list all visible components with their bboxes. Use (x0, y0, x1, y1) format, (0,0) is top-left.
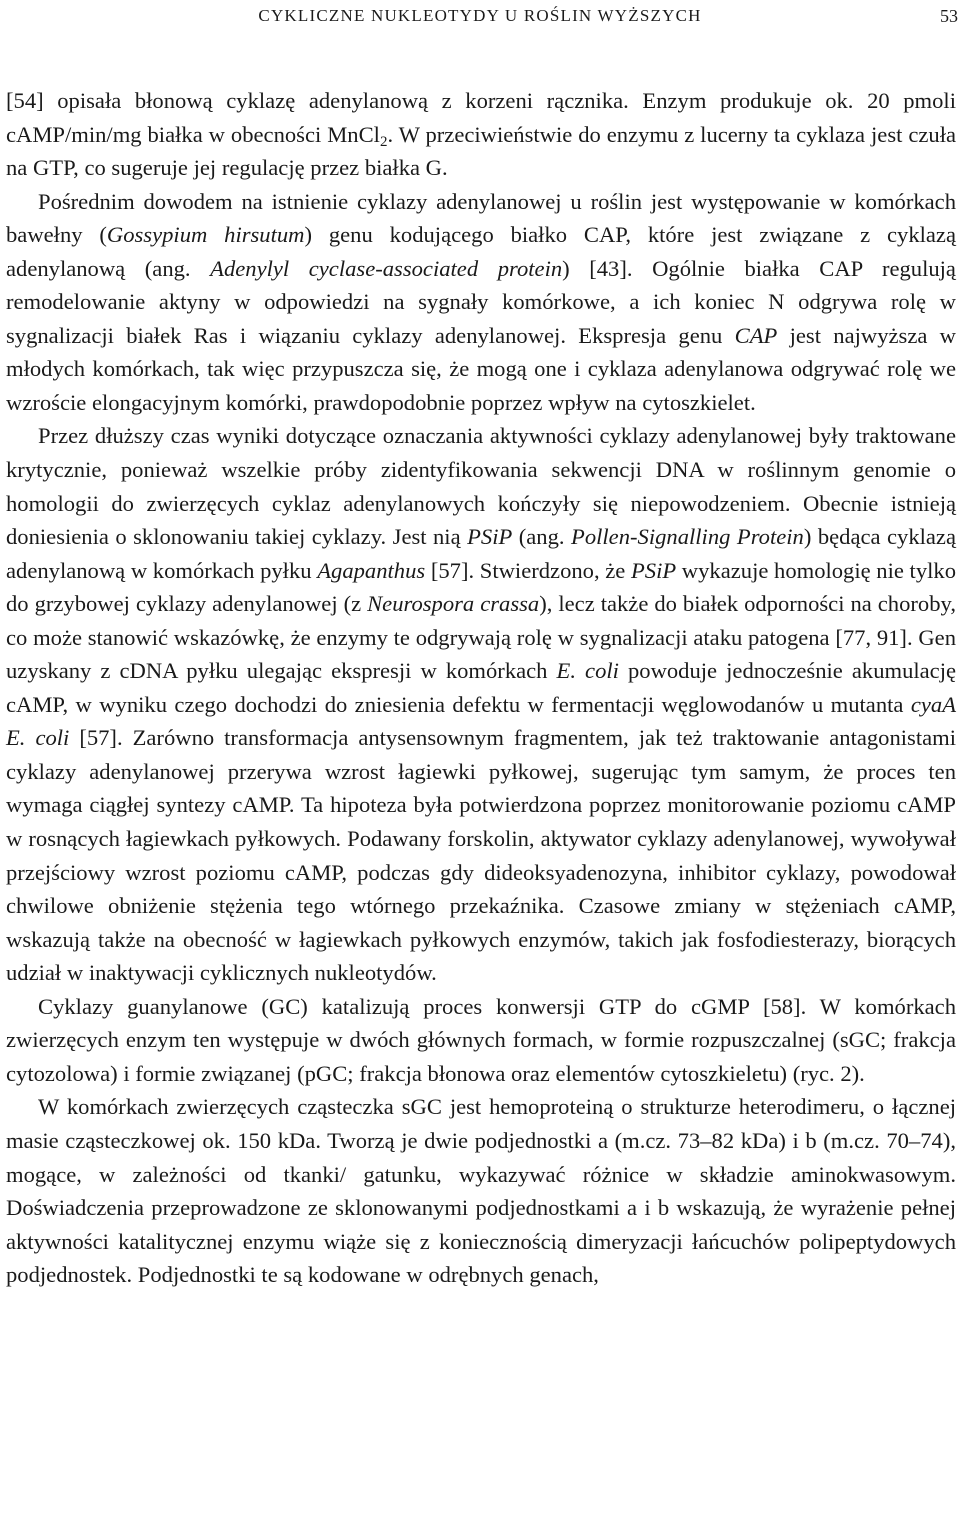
paragraph (6, 990, 956, 1091)
paragraph (6, 84, 956, 185)
text-run: Pośrednim dowodem na istnienie cyklazy adenylanowej u roślin jest występowanie w komórkach bawełny ( (6, 188, 956, 248)
text-run: . W przeciwieństwie do enzymu z lucerny ta cyklaza jest czuła na GTP, co sugeruje jej regulację przez białka G. (6, 121, 956, 181)
italic-text: PSiP (630, 557, 677, 583)
italic-text: cyaA E. coli (6, 691, 956, 751)
text-run: ) genu kodującego białko CAP, które jest związane z cyklazą adenylanową (ang. (6, 222, 956, 281)
text-run: ) [43]. Ogólnie białka CAP regulują remodelowanie aktyny w odpowiedzi na sygnały komórkowe, a ich koniec N odgrywa rolę w sygnalizacji białek Ras i wiązaniu cyklazy adenylanowej. Ekspresja genu (6, 255, 956, 348)
italic-text: Adenylyl cyclase-associated protein (210, 255, 563, 281)
text-run: ), lecz także do białek odporności na choroby, co może stanowić wskazówkę, że enzymy te odgrywają rolę w sygnalizacji ataku patogena [77, 91]. Gen uzyskany z cDNA pyłku ulegając ekspresji w komórkach (6, 591, 956, 684)
paragraph (6, 1090, 956, 1291)
italic-text: E. coli (556, 658, 619, 684)
text-run: jest najwyższa w młodych komórkach, tak więc przypuszcza się, że mogą one i cyklaza adenylanowa odgrywać rolę we wzroście elongacyjnym komórki, prawdopodobnie poprzez wpływ na cytoszkielet. (6, 322, 956, 415)
text-run: [57]. Stwierdzono, że (425, 557, 631, 583)
paragraph (6, 419, 956, 989)
text-run: ) będąca cyklazą adenylanową w komórkach pyłku (6, 524, 956, 583)
text-run: W komórkach zwierzęcych cząsteczka sGC jest hemoproteiną o strukturze heterodimeru, o łącznej masie cząsteczkowej ok. 150 kDa. Tworzą je dwie podjednostki a (m.cz. 73–82 kDa) i b (m.cz. 70–74), mogące, w zależności od tkanki/ gatunku, wykazywać różnice w składzie aminokwasowym. Doświadczenia przeprowadzone ze sklonowanymi podjednostkami a i b wskazują, że wyrażenie pełnej aktywności katalitycznej enzymu wiąże się z koniecznością dimeryzacji łańcuchów polipeptydowych podjednostek. Podjednostki te są kodowane w odrębnych genach, (6, 1094, 956, 1288)
page-number: 53 (940, 6, 958, 26)
italic-text: PSiP (467, 524, 513, 550)
body-text (6, 84, 956, 1292)
text-run: Cyklazy guanylanowe (GC) katalizują proces konwersji GTP do cGMP [58]. W komórkach zwierzęcych enzym ten występuje w dwóch głównych formach, w formie rozpuszczalnej (sGC; frakcja cytozolowa) i formie związanej (pGC; frakcja błonowa oraz elementów cytoszkieletu) (ryc. 2). (6, 993, 956, 1086)
italic-text: Gossypium hirsutum (106, 222, 305, 248)
text-run: (ang. (512, 524, 572, 550)
text-run: wykazuje homologię nie tylko do grzybowej cyklazy adenylanowej (z (6, 557, 957, 617)
running-title: CYKLICZNE NUKLEOTYDY U ROŚLIN WYŻSZYCH (258, 6, 702, 25)
text-run: [54] opisała błonową cyklazę adenylanową z korzeni rącznika. Enzym produkuje ok. 20 pmoli cAMP/min/mg białka w obecności MnCl (6, 88, 956, 147)
text-run: [57]. Zarówno transformacja antysensownym fragmentem, jak też traktowanie antagonistami cyklazy adenylanowej przerywa wzrost łagiewki pyłkowej, sugerując tym samym, że proces ten wymaga ciągłej syntezy cAMP. Ta hipoteza była potwierdzona poprzez monitorowanie poziomu cAMP w rosnących łagiewkach pyłkowych. Podawany forskolin, aktywator cyklazy adenylanowej, wywoływał przejściowy wzrost poziomu cAMP, podczas gdy dideoksyadenozyna, inhibitor cyklazy, powodował chwilowe obniżenie stężenia tego wtórnego przekaźnika. Czasowe zmiany w stężeniach cAMP, wskazują także na obecność w łagiewkach pyłkowych enzymów, takich jak fosfodiesterazy, biorących udział w inaktywacji cyklicznych nukleotydów. (6, 725, 957, 986)
italic-text: CAP (734, 322, 778, 348)
text-run: powoduje jednocześnie akumulację cAMP, w wyniku czego dochodzi do zniesienia defektu w fermentacji węglowodanów u mutanta (6, 658, 956, 717)
italic-text: Neurospora crassa (367, 591, 540, 617)
italic-text: Pollen-Signalling Protein (571, 524, 804, 550)
text-run: Przez dłuższy czas wyniki dotyczące oznaczania aktywności cyklazy adenylanowej były traktowane krytycznie, ponieważ wszelkie próby zidentyfikowania sekwencji DNA w roślinnym genomie o homologii do zwierzęcych cyklaz adenylanowych kończyły się niepowodzeniem. Obecnie istnieją doniesienia o sklonowaniu takiej cyklazy. Jest nią (6, 423, 956, 550)
paragraph (6, 185, 956, 420)
running-header (0, 4, 960, 28)
subscript: 2 (379, 133, 388, 150)
italic-text: Agapanthus (317, 557, 426, 583)
